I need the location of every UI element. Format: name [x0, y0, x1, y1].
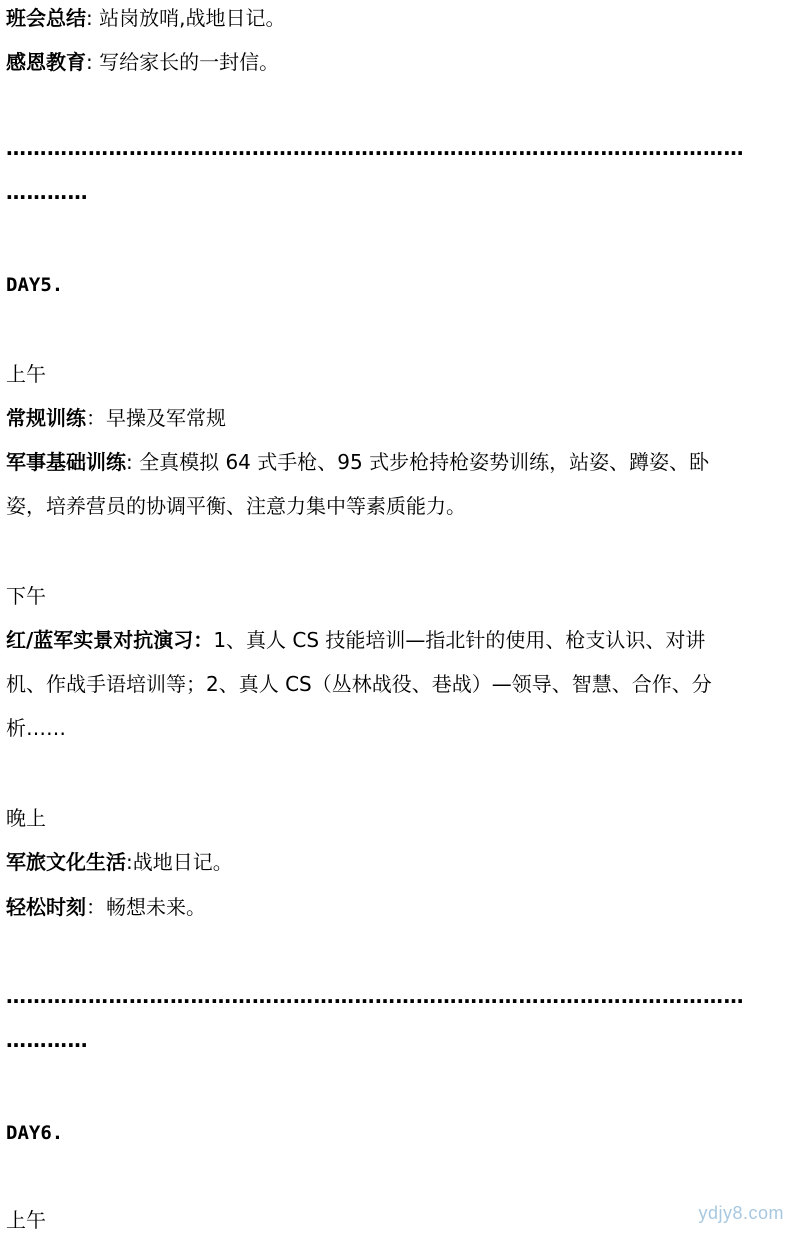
- day5-heading: DAY5.: [6, 274, 64, 296]
- separator-dots-2a: ………………………………………………………………………………………………: [6, 984, 744, 1008]
- combat-exercise-label: 红/蓝军实景对抗演习：: [6, 628, 214, 652]
- military-training-text-cont: 姿，培养营员的协调平衡、注意力集中等素质能力。: [6, 494, 466, 518]
- separator-dots-1b: …………: [6, 180, 88, 204]
- class-summary-text: : 站岗放哨,战地日记。: [86, 6, 286, 30]
- gratitude-text: : 写给家长的一封信。: [86, 50, 280, 74]
- relax-time-text: ：畅想未来。: [86, 895, 206, 919]
- separator-dots-1a: ………………………………………………………………………………………………: [6, 136, 744, 160]
- military-training-label: 军事基础训练: [6, 450, 126, 474]
- military-training-line: [6, 450, 794, 474]
- military-training-text: : 全真模拟 64 式手枪、95 式步枪持枪姿势训练，站姿、蹲姿、卧: [126, 450, 710, 474]
- military-culture-text: :战地日记。: [126, 850, 233, 874]
- military-culture-label: 军旅文化生活: [6, 850, 126, 874]
- day6-heading: DAY6.: [6, 1122, 64, 1144]
- day5-evening-label: 晚上: [6, 806, 46, 830]
- day5-afternoon-label: 下午: [6, 584, 46, 608]
- separator-dots-2b: …………: [6, 1028, 88, 1052]
- watermark-text: ydjy8.com: [698, 1203, 784, 1223]
- relax-time-line: [6, 895, 794, 919]
- combat-exercise-text-cont-1: 机、作战手语培训等；2、真人 CS（丛林战役、巷战）—领导、智慧、合作、分: [6, 672, 712, 696]
- routine-training-label: 常规训练: [6, 406, 86, 430]
- routine-training-text: ：早操及军常规: [86, 406, 226, 430]
- class-summary-label: 班会总结: [6, 6, 86, 30]
- day6-morning-label: 上午: [6, 1208, 46, 1232]
- gratitude-line: [6, 50, 794, 74]
- relax-time-label: 轻松时刻: [6, 895, 86, 919]
- routine-training-line: [6, 406, 794, 430]
- military-culture-line: [6, 850, 794, 874]
- day5-morning-label: 上午: [6, 362, 46, 386]
- combat-exercise-line: [6, 628, 794, 652]
- class-summary-line: [6, 6, 794, 30]
- combat-exercise-text: 1、真人 CS 技能培训—指北针的使用、枪支认识、对讲: [213, 628, 706, 652]
- gratitude-label: 感恩教育: [6, 50, 86, 74]
- combat-exercise-text-cont-2: 析……: [6, 716, 66, 740]
